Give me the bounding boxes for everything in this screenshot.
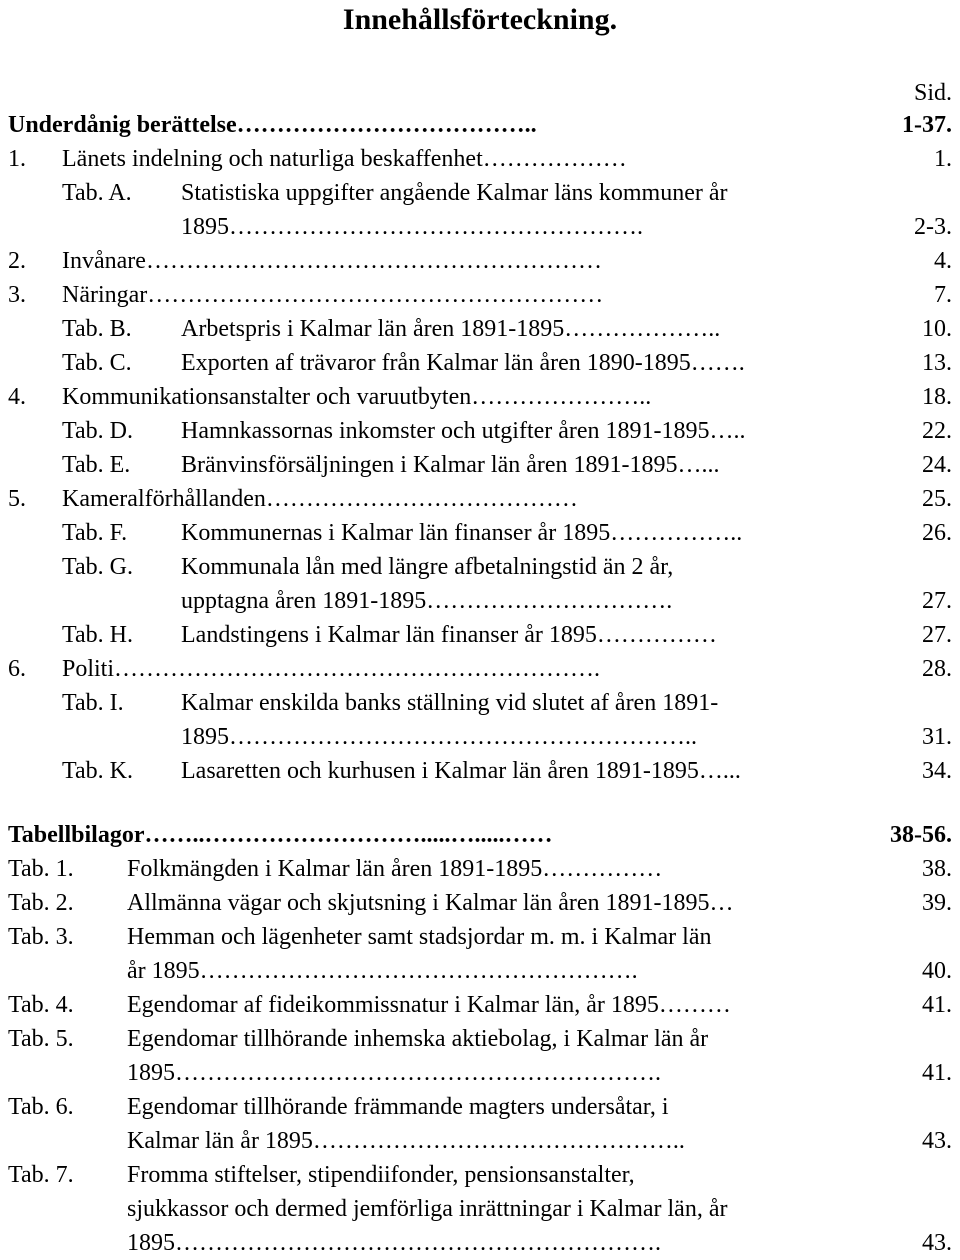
toc-entry-title: Tabellbilagor……..……………………….....….....…… (8, 822, 553, 848)
toc-entry-page: 7. (934, 282, 952, 308)
toc-entry-page: 31. (922, 724, 952, 750)
toc-entry (0, 954, 960, 988)
toc-entry (0, 886, 960, 920)
toc-entry-title: Fromma stiftelser, stipendiifonder, pensionsanstalter, (127, 1162, 635, 1188)
toc-entry-title: Allmänna vägar och skjutsning i Kalmar län åren 1891-1895… (127, 890, 734, 916)
toc-entry (0, 1158, 960, 1192)
toc-entry-title: Statistiska uppgifter angående Kalmar läns kommuner år (181, 180, 728, 206)
toc-entry (0, 1022, 960, 1056)
toc-entry-title: 1895……………………………………………. (181, 214, 643, 240)
toc-entry-number: Tab. E. (62, 452, 131, 478)
toc-entry-page: 4. (934, 248, 952, 274)
page-column-header: Sid. (913, 80, 952, 106)
toc-entry-title: Egendomar tillhörande främmande magters undersåtar, i (127, 1094, 669, 1120)
toc-entry (0, 346, 960, 380)
toc-entry-page: 41. (922, 1060, 952, 1086)
toc-entry-page: 1-37. (902, 112, 952, 138)
toc-entry-number: Tab. H. (62, 622, 133, 648)
toc-entry-number: Tab. B. (62, 316, 132, 342)
toc-entry (0, 108, 960, 142)
toc-entry (0, 1090, 960, 1124)
toc-entry-title: Exporten af trävaror från Kalmar län åren 1890-1895……. (181, 350, 745, 376)
toc-entry-title: 1895……………………………………………………. (127, 1060, 661, 1086)
toc-entry-number: Tab. 1. (8, 856, 74, 882)
toc-entry-page: 10. (922, 316, 952, 342)
toc-entry (0, 1226, 960, 1260)
toc-entry-number: 5. (8, 486, 26, 512)
toc-entry-page: 27. (922, 622, 952, 648)
toc-entry-number: Tab. I. (62, 690, 124, 716)
toc-entry-page: 39. (922, 890, 952, 916)
toc-entry-title: Kommunernas i Kalmar län finanser år 1895…………….. (181, 520, 743, 546)
toc-entry-title: Hemman och lägenheter samt stadsjordar m. m. i Kalmar län (127, 924, 712, 950)
toc-entry (0, 686, 960, 720)
toc-entry-title: Egendomar tillhörande inhemska aktiebolag, i Kalmar län år (127, 1026, 709, 1052)
toc-entry (0, 652, 960, 686)
toc-entry-title: Kalmar enskilda banks ställning vid slutet af åren 1891- (181, 690, 719, 716)
toc-entry-page: 18. (922, 384, 952, 410)
toc-entry-title: 1895……………………………………………………. (127, 1230, 661, 1256)
toc-entry (0, 754, 960, 788)
toc-entry (0, 550, 960, 584)
toc-entry-page: 2-3. (914, 214, 952, 240)
toc-entry (0, 1192, 960, 1226)
toc-entry (0, 142, 960, 176)
toc-entry-page: 26. (922, 520, 952, 546)
page-title: Innehållsförteckning. (342, 3, 618, 36)
toc-entry (0, 414, 960, 448)
toc-entry-title: Politi……………………………………………………. (62, 656, 601, 682)
toc-entry-page: 34. (922, 758, 952, 784)
toc-entry-number: 1. (8, 146, 26, 172)
toc-entry (0, 244, 960, 278)
toc-entry-title: upptagna åren 1891-1895…………………………. (181, 588, 673, 614)
toc-entry-title: Hamnkassornas inkomster och utgifter åren 1891-1895….. (181, 418, 746, 444)
toc-entry (0, 448, 960, 482)
toc-entry-title: Underdånig berättelse……………………………….. (8, 112, 537, 138)
toc-entry-title: Kameralförhållanden………………………………… (62, 486, 578, 512)
toc-entry-title: år 1895………………………………………………. (127, 958, 638, 984)
toc-entry-title: Invånare………………………………………………… (62, 248, 602, 274)
toc-entry (0, 920, 960, 954)
toc-entry-page: 41. (922, 992, 952, 1018)
toc-entry (0, 210, 960, 244)
toc-entry-title: Folkmängden i Kalmar län åren 1891-1895…………… (127, 856, 663, 882)
toc-entry-page: 25. (922, 486, 952, 512)
toc-entry (0, 988, 960, 1022)
toc-entry-page: 28. (922, 656, 952, 682)
toc-entry (0, 1124, 960, 1158)
toc-entry-title: Arbetspris i Kalmar län åren 1891-1895……………….. (181, 316, 721, 342)
toc-entry-title: Lasaretten och kurhusen i Kalmar län åren 1891-1895…... (181, 758, 741, 784)
toc-entry-number: Tab. 4. (8, 992, 74, 1018)
toc-entry-page: 43. (922, 1230, 952, 1256)
toc-entry-page: 40. (922, 958, 952, 984)
toc-entry-title: Landstingens i Kalmar län finanser år 1895…………… (181, 622, 717, 648)
toc-entry-number: Tab. 2. (8, 890, 74, 916)
toc-entry-number: Tab. 3. (8, 924, 74, 950)
toc-entry-number: Tab. C. (62, 350, 132, 376)
toc-entry-number: Tab. A. (62, 180, 132, 206)
toc-entry-title: Egendomar af fideikommissnatur i Kalmar län, år 1895……… (127, 992, 731, 1018)
toc-entry (0, 1056, 960, 1090)
toc-entry (0, 618, 960, 652)
toc-entry (0, 312, 960, 346)
toc-entry-number: 6. (8, 656, 26, 682)
toc-entry-page: 24. (922, 452, 952, 478)
toc-entry-page: 27. (922, 588, 952, 614)
toc-entry-page: 38-56. (890, 822, 952, 848)
toc-entry-page: 13. (922, 350, 952, 376)
toc-entry-page: 38. (922, 856, 952, 882)
toc-entry (0, 818, 960, 852)
toc-entry-title: Kommunala lån med längre afbetalningstid än 2 år, (181, 554, 674, 580)
toc-entry-number: Tab. K. (62, 758, 133, 784)
toc-entry-number: Tab. 6. (8, 1094, 74, 1120)
toc-entry-title: Kalmar län år 1895……………………………………….. (127, 1128, 685, 1154)
toc-entry-number: Tab. D. (62, 418, 133, 444)
toc-entry-page: 43. (922, 1128, 952, 1154)
toc-entry-number: 4. (8, 384, 26, 410)
toc-entry (0, 482, 960, 516)
toc-entry-title: Kommunikationsanstalter och varuutbyten………………….. (62, 384, 652, 410)
toc-entry-number: 2. (8, 248, 26, 274)
toc-entry-title: Näringar………………………………………………… (62, 282, 604, 308)
toc-entry (0, 516, 960, 550)
toc-entry (0, 852, 960, 886)
toc-entry-number: Tab. 7. (8, 1162, 74, 1188)
toc-entry (0, 278, 960, 312)
toc-entry-title: sjukkassor och dermed jemförliga inrättningar i Kalmar län, år (127, 1196, 728, 1222)
toc-entry-number: Tab. G. (62, 554, 133, 580)
toc-entry-title: Länets indelning och naturliga beskaffenhet……………… (62, 146, 627, 172)
toc-entry-number: Tab. F. (62, 520, 128, 546)
toc-entry-number: Tab. 5. (8, 1026, 74, 1052)
toc-entry (0, 176, 960, 210)
toc-entry-title: Bränvinsförsäljningen i Kalmar län åren 1891-1895…... (181, 452, 720, 478)
toc-entry (0, 380, 960, 414)
toc-entry-page: 22. (922, 418, 952, 444)
toc-entry-title: 1895………………………………………………….. (181, 724, 697, 750)
toc-entry (0, 720, 960, 754)
toc-entry (0, 584, 960, 618)
toc-entry-page: 1. (934, 146, 952, 172)
toc-entry-number: 3. (8, 282, 26, 308)
